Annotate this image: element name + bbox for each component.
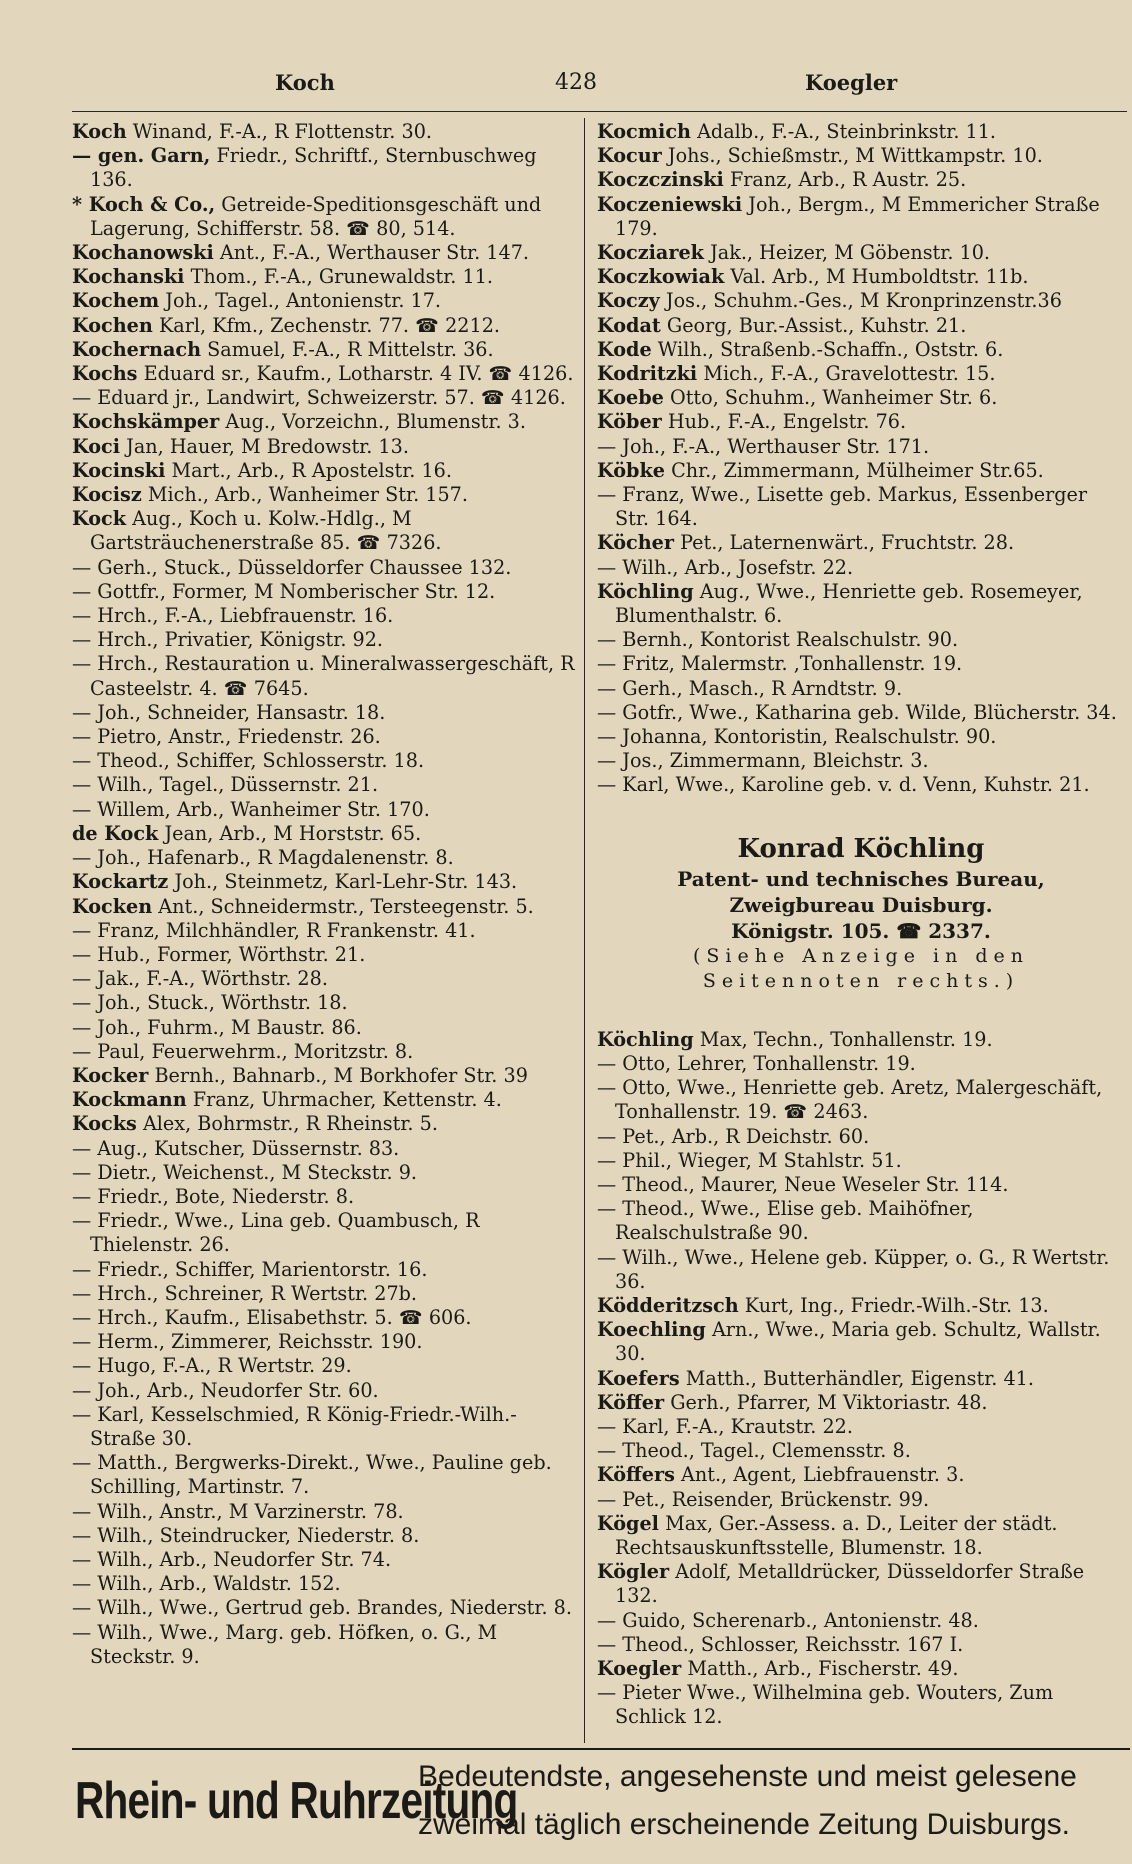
entry-details: — Wilh., Arb., Neudorfer Str. 74. (72, 1547, 392, 1571)
entry-surname: Koegler (597, 1656, 682, 1680)
entry-details: Max, Techn., Tonhallenstr. 19. (693, 1027, 993, 1051)
directory-entry (597, 1125, 1125, 1149)
entry-details: — Theod., Tagel., Clemensstr. 8. (597, 1439, 911, 1463)
directory-entry (72, 1282, 578, 1306)
entry-details: — Wilh., Tagel., Düssernstr. 21. (72, 773, 379, 797)
directory-entry (72, 943, 578, 967)
directory-entry (72, 1088, 578, 1112)
entry-details: — Theod., Maurer, Neue Weseler Str. 114. (597, 1172, 1009, 1196)
directory-entry (597, 677, 1125, 701)
entry-details: Mich., F.-A., Gravelottestr. 15. (697, 362, 996, 386)
directory-entry (72, 967, 578, 991)
entry-surname: Koczeniewski (597, 192, 743, 216)
entry-surname: Köchling (597, 1027, 694, 1051)
entry-surname: Kocken (72, 894, 153, 918)
directory-entry (72, 1596, 578, 1620)
directory-entry (597, 1367, 1125, 1391)
directory-entry (597, 531, 1125, 555)
entry-details: Alex, Bohrmstr., R Rheinstr. 5. (136, 1112, 438, 1136)
entry-surname: Köcher (597, 531, 675, 555)
entry-surname: Kocziarek (597, 241, 704, 265)
advert-title: Konrad Köchling (737, 833, 985, 864)
entry-details: — Hrch., Schreiner, R Wertstr. 27b. (72, 1281, 418, 1305)
entry-details: — Joh., Schneider, Hansastr. 18. (72, 700, 386, 724)
directory-entry (72, 798, 578, 822)
directory-entry (597, 1391, 1125, 1415)
directory-entry (72, 822, 578, 846)
entry-details: Chr., Zimmermann, Mülheimer Str.65. (664, 458, 1044, 482)
directory-entry (72, 1112, 578, 1136)
directory-entry (597, 773, 1125, 797)
entry-details: — Otto, Wwe., Henriette geb. Aretz, Malergeschäft, Tonhallenstr. 19. ☎ 2463. (597, 1076, 1103, 1124)
directory-entry (72, 1354, 578, 1378)
directory-entry (597, 289, 1125, 313)
entry-details: Mich., Arb., Wanheimer Str. 157. (141, 483, 468, 507)
directory-entry (597, 1149, 1125, 1173)
directory-entry (72, 1548, 578, 1572)
entry-details: Getreide-Speditionsgeschäft und Lagerung, Schifferstr. 58. ☎ 80, 514. (90, 192, 542, 240)
entry-details: Kurt, Ing., Friedr.-Wilh.-Str. 13. (738, 1293, 1049, 1317)
entry-surname: Koefers (597, 1366, 680, 1390)
directory-entry (597, 725, 1125, 749)
directory-entry (597, 1173, 1125, 1197)
entry-details: Adalb., F.-A., Steinbrinkstr. 11. (690, 120, 997, 143)
entry-surname: Kochskämper (72, 410, 220, 434)
directory-entry (597, 628, 1125, 652)
directory-entry (72, 1209, 578, 1257)
directory-entry (597, 1028, 1125, 1052)
entry-details: Bernh., Bahnarb., M Borkhofer Str. 39 (148, 1063, 528, 1087)
header-left-keyword: Koch (275, 70, 335, 95)
advert-line-3: Königstr. 105. ☎ 2337. (731, 918, 991, 943)
banner-line-1: Bedeutendste, angesehenste und meist gelesene (418, 1760, 1077, 1793)
directory-entry (72, 1306, 578, 1330)
entry-details: — Wilh., Arb., Waldstr. 152. (72, 1572, 341, 1596)
entry-details: — Pietro, Anstr., Friedenstr. 26. (72, 725, 381, 749)
entry-surname: Kode (597, 337, 652, 361)
directory-entry (72, 1572, 578, 1596)
entry-details: Friedr., Schriftf., Sternbuschweg 136. (90, 144, 537, 192)
entry-surname: Kochanski (72, 265, 185, 289)
left-column (72, 120, 578, 1669)
directory-entry (597, 1657, 1125, 1681)
entry-surname: Kochanowski (72, 241, 214, 265)
directory-entry (72, 120, 578, 144)
directory-entry (597, 1609, 1125, 1633)
directory-entry (72, 1137, 578, 1161)
entry-surname: Köchling (597, 579, 694, 603)
directory-entry (72, 725, 578, 749)
entry-details: Ant., Schneidermstr., Tersteegenstr. 5. (152, 894, 534, 918)
directory-entry (597, 556, 1125, 580)
header-right-keyword: Koegler (805, 70, 898, 95)
directory-entry (597, 362, 1125, 386)
entry-surname: Koczy (597, 289, 660, 313)
directory-entry (597, 1512, 1125, 1560)
entry-details: Jean, Arb., M Horststr. 65. (158, 821, 422, 845)
directory-entry (72, 410, 578, 434)
entry-details: Jos., Schuhm.-Ges., M Kronprinzenstr.36 (659, 289, 1062, 313)
advert-line-1: Patent- und technisches Bureau, (677, 866, 1045, 891)
entry-details: — Hugo, F.-A., R Wertstr. 29. (72, 1354, 352, 1378)
directory-entry (72, 991, 578, 1015)
directory-entry (72, 483, 578, 507)
entry-surname: Kocisz (72, 483, 142, 507)
entry-details: — Theod., Schiffer, Schlosserstr. 18. (72, 749, 425, 773)
entry-details: — Hrch., Restauration u. Mineralwassergeschäft, R Casteelstr. 4. ☎ 7645. (72, 652, 575, 700)
entry-surname: Kögel (597, 1511, 659, 1535)
directory-entry (72, 362, 578, 386)
directory-entry (597, 410, 1125, 434)
entry-details: Eduard sr., Kaufm., Lotharstr. 4 IV. ☎ 4126. (137, 362, 574, 386)
entry-details: — Gerh., Stuck., Düsseldorfer Chaussee 132. (72, 555, 512, 579)
entry-details: Mart., Arb., R Apostelstr. 16. (165, 458, 452, 482)
entry-details: — Fritz, Malermstr. ,Tonhallenstr. 19. (597, 652, 963, 676)
entry-details: — Friedr., Bote, Niederstr. 8. (72, 1184, 355, 1208)
directory-entry (72, 701, 578, 725)
entry-details: Georg, Bur.-Assist., Kuhstr. 21. (660, 313, 967, 337)
directory-entry (597, 483, 1125, 531)
directory-entry (72, 507, 578, 555)
directory-entry (597, 459, 1125, 483)
entry-details: — Franz, Wwe., Lisette geb. Markus, Essenberger Str. 164. (597, 483, 1088, 531)
entry-surname: Köffers (597, 1463, 675, 1487)
directory-entry (597, 386, 1125, 410)
directory-entry (597, 1415, 1125, 1439)
directory-entry (72, 1451, 578, 1499)
entry-details: — Wilh., Arb., Josefstr. 22. (597, 555, 854, 579)
entry-details: — Willem, Arb., Wanheimer Str. 170. (72, 797, 430, 821)
directory-entry (72, 314, 578, 338)
entry-surname: de Kock (72, 821, 159, 845)
entry-details: — Karl, Wwe., Karoline geb. v. d. Venn, Kuhstr. 21. (597, 773, 1090, 797)
entry-details: — Aug., Kutscher, Düssernstr. 83. (72, 1136, 400, 1160)
entry-details: — Jak., F.-A., Wörthstr. 28. (72, 967, 328, 991)
entry-surname: Köbke (597, 458, 665, 482)
directory-entry (72, 1016, 578, 1040)
directory-entry (597, 749, 1125, 773)
entry-details: — Eduard jr., Landwirt, Schweizerstr. 57. ☎ 4126. (72, 386, 566, 410)
directory-entry (72, 265, 578, 289)
directory-entry (597, 1294, 1125, 1318)
directory-entry (72, 289, 578, 313)
directory-entry (72, 1524, 578, 1548)
entry-details: — Wilh., Wwe., Marg. geb. Höfken, o. G., M Steckstr. 9. (72, 1620, 498, 1668)
directory-entry (72, 1403, 578, 1451)
directory-entry (597, 1463, 1125, 1487)
directory-entry (72, 604, 578, 628)
entry-surname: Kocinski (72, 458, 166, 482)
entry-details: — Johanna, Kontoristin, Realschulstr. 90. (597, 725, 997, 749)
entry-details: Winand, F.-A., R Flottenstr. 30. (126, 120, 433, 143)
directory-entry (72, 773, 578, 797)
entry-details: — Joh., Arb., Neudorfer Str. 60. (72, 1378, 379, 1402)
entry-details: — Pet., Arb., R Deichstr. 60. (597, 1124, 870, 1148)
directory-entry (72, 1064, 578, 1088)
entry-details: — Paul, Feuerwehrm., Moritzstr. 8. (72, 1039, 414, 1063)
banner-line-2: zweimal täglich erscheinende Zeitung Duisburgs. (418, 1808, 1071, 1841)
entry-details: — Karl, Kesselschmied, R König-Friedr.-Wilh.-Straße 30. (72, 1402, 517, 1450)
directory-entry (72, 1330, 578, 1354)
directory-entry (72, 1379, 578, 1403)
entry-details: — Guido, Scherenarb., Antonienstr. 48. (597, 1608, 979, 1632)
directory-entry (72, 386, 578, 410)
entry-surname: Kodat (597, 313, 661, 337)
entry-details: Thom., F.-A., Grunewaldstr. 11. (184, 265, 494, 289)
footer-rule (72, 1748, 1130, 1750)
entry-details: Joh., Steinmetz, Karl-Lehr-Str. 143. (168, 870, 518, 894)
entry-surname: Kockmann (72, 1088, 187, 1112)
entry-details: — Theod., Wwe., Elise geb. Maihöfner, Realschulstraße 90. (597, 1197, 974, 1245)
entry-details: — Friedr., Schiffer, Marientorstr. 16. (72, 1257, 428, 1281)
entry-details: — Gottfr., Former, M Nomberischer Str. 12. (72, 579, 496, 603)
directory-entry (597, 435, 1125, 459)
directory-entry (72, 749, 578, 773)
directory-entry (597, 1246, 1125, 1294)
directory-entry (72, 652, 578, 700)
directory-entry (597, 338, 1125, 362)
entry-surname: Köber (597, 410, 662, 434)
entry-surname: Kockartz (72, 870, 169, 894)
directory-entry (597, 193, 1125, 241)
entry-surname: Koechling (597, 1318, 706, 1342)
entry-details: — Bernh., Kontorist Realschulstr. 90. (597, 628, 959, 652)
directory-entry (597, 1488, 1125, 1512)
directory-entry (72, 435, 578, 459)
entry-details: — Phil., Wieger, M Stahlstr. 51. (597, 1148, 902, 1172)
entry-surname: Koch (72, 120, 127, 143)
entry-details: Arn., Wwe., Maria geb. Schultz, Wallstr. 30. (615, 1318, 1101, 1366)
advert-note: (Siehe Anzeige in den Seitennoten rechts.) (692, 944, 1029, 992)
directory-entry (72, 338, 578, 362)
directory-entry (72, 870, 578, 894)
directory-entry (597, 265, 1125, 289)
entry-details: — Jos., Zimmermann, Bleichstr. 3. (597, 749, 929, 773)
directory-entry (597, 1052, 1125, 1076)
entry-details: — Friedr., Wwe., Lina geb. Quambusch, R Thielenstr. 26. (72, 1209, 480, 1257)
directory-entry (597, 241, 1125, 265)
entry-details: — Dietr., Weichenst., M Steckstr. 9. (72, 1160, 418, 1184)
entry-details: — Joh., Fuhrm., M Baustr. 86. (72, 1015, 362, 1039)
entry-details: — Joh., Hafenarb., R Magdalenenstr. 8. (72, 846, 454, 870)
entry-surname: — gen. Garn, (72, 144, 211, 168)
directory-entry (72, 1500, 578, 1524)
directory-entry (597, 652, 1125, 676)
directory-entry (597, 1197, 1125, 1245)
entry-surname: Koci (72, 434, 121, 458)
right-column (597, 120, 1125, 1730)
entry-details: Pet., Laternenwärt., Fruchtstr. 28. (674, 531, 1015, 555)
entry-details: — Karl, F.-A., Krautstr. 22. (597, 1414, 853, 1438)
entry-details: — Theod., Schlosser, Reichsstr. 167 I. (597, 1632, 964, 1656)
newspaper-logo-text: Rhein- und Ruhrzeitung (75, 1772, 518, 1830)
entry-details: Aug., Wwe., Henriette geb. Rosemeyer, Blumenthalstr. 6. (615, 579, 1083, 628)
entry-details: — Wilh., Anstr., M Varzinerstr. 78. (72, 1499, 404, 1523)
entry-details: Joh., Bergm., M Emmericher Straße 179. (615, 192, 1100, 240)
entry-surname: Kocur (597, 144, 662, 168)
entry-details: — Joh., Stuck., Wörthstr. 18. (72, 991, 348, 1015)
entry-details: Jan, Hauer, M Bredowstr. 13. (120, 434, 409, 458)
directory-entry (72, 1258, 578, 1282)
directory-entry (72, 919, 578, 943)
directory-entry (72, 1621, 578, 1669)
entry-details: — Wilh., Wwe., Gertrud geb. Brandes, Niederstr. 8. (72, 1596, 572, 1620)
right-column-top-entries (597, 120, 1125, 798)
directory-entry (597, 1439, 1125, 1463)
entry-surname: Kochem (72, 289, 160, 313)
directory-entry (72, 580, 578, 604)
entry-details: Otto, Schuhm., Wanheimer Str. 6. (663, 386, 998, 410)
directory-entry (72, 193, 578, 241)
entry-surname: Kochen (72, 313, 153, 337)
entry-details: Samuel, F.-A., R Mittelstr. 36. (201, 337, 494, 361)
directory-entry (72, 556, 578, 580)
entry-details: — Pet., Reisender, Brückenstr. 99. (597, 1487, 930, 1511)
directory-entry (597, 701, 1125, 725)
directory-entry (597, 314, 1125, 338)
entry-details: Gerh., Pfarrer, M Viktoriastr. 48. (664, 1390, 988, 1414)
entry-surname: Koebe (597, 386, 664, 410)
entry-details: Matth., Butterhändler, Eigenstr. 41. (679, 1366, 1034, 1390)
directory-entry (72, 1185, 578, 1209)
entry-details: Max, Ger.-Assess. a. D., Leiter der städt. Rechtsauskunftsstelle, Blumenstr. 18. (615, 1511, 1058, 1559)
right-column-bottom-entries (597, 1028, 1125, 1730)
entry-surname: Koczczinski (597, 168, 724, 192)
entry-surname: Kocker (72, 1063, 149, 1087)
entry-details: — Hrch., Kaufm., Elisabethstr. 5. ☎ 606. (72, 1305, 472, 1329)
entry-surname: Kögler (597, 1560, 670, 1584)
entry-details: Franz, Uhrmacher, Kettenstr. 4. (186, 1088, 502, 1112)
entry-details: — Hub., Former, Wörthstr. 21. (72, 942, 366, 966)
directory-entry (72, 1040, 578, 1064)
header-rule (72, 111, 1127, 112)
directory-entry (597, 1681, 1125, 1729)
entry-surname: * Koch & Co., (72, 192, 216, 216)
directory-entry (597, 144, 1125, 168)
entry-details: — Herm., Zimmerer, Reichsstr. 190. (72, 1330, 423, 1354)
directory-entry (72, 895, 578, 919)
entry-details: Hub., F.-A., Engelstr. 76. (661, 410, 907, 434)
entry-surname: Koczkowiak (597, 265, 725, 289)
entry-details: Aug., Koch u. Kolw.-Hdlg., M Gartsträuchenerstraße 85. ☎ 7326. (90, 507, 442, 555)
entry-details: — Wilh., Steindrucker, Niederstr. 8. (72, 1523, 420, 1547)
entry-details: Ant., Agent, Liebfrauenstr. 3. (674, 1463, 965, 1487)
entry-details: Val. Arb., M Humboldtstr. 11b. (724, 265, 1029, 289)
entry-details: Johs., Schießmstr., M Wittkampstr. 10. (661, 144, 1043, 168)
directory-entry (597, 580, 1125, 628)
entry-details: Adolf, Metalldrücker, Düsseldorfer Straße 132. (615, 1560, 1085, 1608)
entry-details: — Matth., Bergwerks-Direkt., Wwe., Pauline geb. Schilling, Martinstr. 7. (72, 1451, 552, 1499)
entry-surname: Kochernach (72, 337, 202, 361)
directory-entry (597, 120, 1125, 144)
entry-details: — Otto, Lehrer, Tonhallenstr. 19. (597, 1051, 916, 1075)
entry-details: — Franz, Milchhändler, R Frankenstr. 41. (72, 918, 476, 942)
directory-entry (72, 628, 578, 652)
entry-surname: Kock (72, 507, 127, 531)
entry-details: Franz, Arb., R Austr. 25. (723, 168, 967, 192)
column-divider (584, 118, 585, 1743)
page-number: 428 (555, 70, 597, 95)
directory-entry (597, 1076, 1125, 1124)
advert-box (597, 832, 1125, 994)
directory-entry (72, 144, 578, 192)
directory-entry (72, 846, 578, 870)
entry-details: Ant., F.-A., Werthauser Str. 147. (213, 241, 530, 265)
entry-surname: Kocmich (597, 120, 691, 143)
entry-details: — Hrch., Privatier, Königstr. 92. (72, 628, 384, 652)
entry-details: — Gerh., Masch., R Arndtstr. 9. (597, 676, 903, 700)
advert-line-2: Zweigbureau Duisburg. (729, 892, 993, 917)
entry-details: Joh., Tagel., Antonienstr. 17. (159, 289, 442, 313)
entry-details: Jak., Heizer, M Göbenstr. 10. (703, 241, 991, 265)
entry-details: — Pieter Wwe., Wilhelmina geb. Wouters, Zum Schlick 12. (597, 1681, 1054, 1729)
entry-details: Aug., Vorzeichn., Blumenstr. 3. (219, 410, 526, 434)
entry-surname: Köffer (597, 1390, 665, 1414)
directory-entry (597, 1633, 1125, 1657)
directory-entry (72, 1161, 578, 1185)
entry-surname: Kocks (72, 1112, 137, 1136)
entry-surname: Ködderitzsch (597, 1293, 739, 1317)
directory-entry (597, 1318, 1125, 1366)
entry-details: Matth., Arb., Fischerstr. 49. (681, 1656, 959, 1680)
entry-surname: Kochs (72, 362, 138, 386)
directory-entry (597, 1560, 1125, 1608)
entry-details: — Wilh., Wwe., Helene geb. Küpper, o. G., R Wertstr. 36. (597, 1245, 1110, 1293)
entry-details: — Joh., F.-A., Werthauser Str. 171. (597, 434, 930, 458)
entry-details: Karl, Kfm., Zechenstr. 77. ☎ 2212. (152, 313, 501, 337)
directory-entry (72, 459, 578, 483)
entry-details: Wilh., Straßenb.-Schaffn., Oststr. 6. (651, 337, 1004, 361)
entry-details: — Hrch., F.-A., Liebfrauenstr. 16. (72, 604, 394, 628)
directory-entry (597, 168, 1125, 192)
directory-entry (72, 241, 578, 265)
entry-details: — Gotfr., Wwe., Katharina geb. Wilde, Blücherstr. 34. (597, 700, 1117, 724)
entry-surname: Kodritzki (597, 362, 698, 386)
